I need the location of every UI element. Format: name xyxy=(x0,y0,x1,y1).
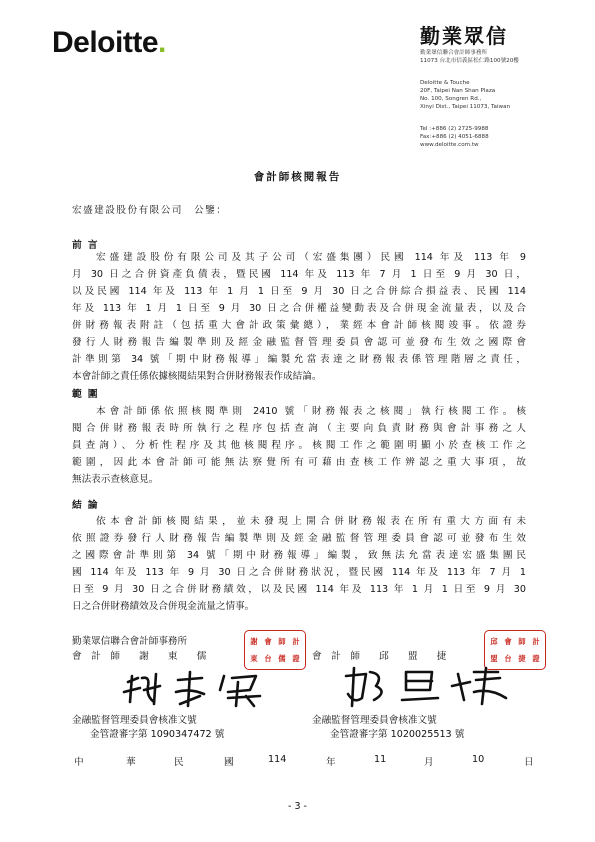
date-char: 年 xyxy=(326,757,336,768)
cpa1-label: 會 計 師 謝 東 儒 xyxy=(72,651,207,662)
foreword-line: 宏盛建設股份有限公司及其子公司（宏盛集團）民國 114 年及 113 年 9 xyxy=(96,252,526,263)
approval-number-1: 金管證審字第 1090347472 號 xyxy=(90,729,225,740)
scope-line: 本會計師係依照核閱準則 2410 號「財務報表之核閱」執行核閱工作。核 xyxy=(96,406,526,417)
date-char: 114 xyxy=(268,754,287,765)
date-char: 11 xyxy=(374,754,387,765)
foreword-line: 計準則第 34 號「期中財務報導」編製允當表達之財務報表係管理階層之責任， xyxy=(72,354,526,365)
foreword-line: 以及民國 114 年及 113 年 1 月 1 日至 9 月 30 日之合併綜合損益表、民國 114 xyxy=(72,286,526,297)
conclusion-line: 依本會計師核閱結果，並未發現上開合併財務報表在所有重大方面有未 xyxy=(96,516,526,527)
foreword-line: 本會計師之責任係依據核閱結果對合併財務報表作成結論。 xyxy=(72,371,322,382)
foreword-line: 月 30 日之合併資產負債表，暨民國 114 年及 113 年 7 月 1 日至 9 月 30 日， xyxy=(72,269,526,280)
approval-label-1: 金融監督管理委員會核准文號 xyxy=(72,715,197,726)
cpa2-signature xyxy=(340,664,520,710)
cpa1-signature xyxy=(120,668,280,710)
cpa2-label: 會 計 師 邱 盟 捷 xyxy=(312,651,447,662)
logo-dot: . xyxy=(158,26,166,59)
page-number: - 3 - xyxy=(288,801,307,812)
scope-line: 範圍，因此本會計師可能無法察覺所有可藉由查核工作辨認之重大事項，故 xyxy=(72,457,526,468)
conclusion-line: 日之合併財務績效及合併現金流量之情事。 xyxy=(72,601,255,612)
foreword-line: 併財務報表附註（包括重大會計政策彙總），業經本會計師核閱竣事。依證券 xyxy=(72,320,526,331)
cpa1-seal: 謝 會 師 計 東 台 儒 證 xyxy=(244,630,306,670)
foreword-heading: 前言 xyxy=(72,240,104,251)
foreword-line: 年及 113 年 1 月 1 日至 9 月 30 日之合併權益變動表及合併現金流量表，以及合 xyxy=(72,303,526,314)
address-line: 11073 台北市信義區松仁路100號20樓 xyxy=(420,58,519,64)
date-char: 中 xyxy=(74,757,84,768)
foreword-line: 發行人財務報告編製準則及經金融監督管理委員會認可並發布生效之國際會 xyxy=(72,337,526,348)
address-line: Deloitte & Touche xyxy=(420,80,470,86)
address-line: No. 100, Songren Rd., xyxy=(420,96,482,102)
address-line: Tel :+886 (2) 2725-9988 xyxy=(420,126,489,132)
addressee: 宏盛建設股份有限公司 公鑒： xyxy=(72,205,228,216)
date-char: 月 xyxy=(424,757,434,768)
conclusion-line: 之國際會計準則第 34 號「期中財務報導」編製，致無法允當表達宏盛集團民 xyxy=(72,550,526,561)
firm-name-zh: 勤業眾信 xyxy=(420,24,508,48)
date-char: 華 xyxy=(126,757,136,768)
conclusion-line: 依照證券發行人財務報告編製準則及經金融監督管理委員會認可並發布生效 xyxy=(72,533,526,544)
conclusion-heading: 結論 xyxy=(72,500,104,511)
cpa2-seal: 邱 會 師 計 盟 台 捷 證 xyxy=(484,630,546,670)
conclusion-line: 日至 9 月 30 日之合併財務績效，以及民國 114 年及 113 年 1 月 1 日至 9 月 30 xyxy=(72,584,526,595)
report-title: 會計師核閱報告 xyxy=(253,171,342,183)
address-line: 20F, Taipei Nan Shan Plaza xyxy=(420,88,496,94)
date-char: 10 xyxy=(472,754,485,765)
date-char: 國 xyxy=(224,757,234,768)
firm-label: 勤業眾信聯合會計師事務所 xyxy=(72,636,188,647)
deloitte-logo: Deloitte. xyxy=(52,26,166,59)
scope-heading: 範圍 xyxy=(72,389,104,400)
address-line: www.deloitte.com.tw xyxy=(420,142,479,148)
approval-label-2: 金融監督管理委員會核准文號 xyxy=(312,715,437,726)
scope-line: 閱合併財務報表時所執行之程序包括查詢（主要向負責財務與會計事務之人 xyxy=(72,423,526,434)
date-char: 民 xyxy=(174,757,184,768)
address-line: Xinyi Dist., Taipei 11073, Taiwan xyxy=(420,104,511,110)
approval-number-2: 金管證審字第 1020025513 號 xyxy=(330,729,465,740)
address-line: Fax:+886 (2) 4051-6888 xyxy=(420,134,489,140)
scope-line: 無法表示查核意見。 xyxy=(72,474,159,485)
date-char: 日 xyxy=(524,757,534,768)
scope-line: 員查詢）、分析性程序及其他核閱程序。核閱工作之範圍明顯小於查核工作之 xyxy=(72,440,526,451)
conclusion-line: 國 114 年及 113 年 9 月 30 日之合併財務狀況，暨民國 114 年及 113 年 7 月 1 xyxy=(72,567,526,578)
address-line: 勤業眾信聯合會計師事務所 xyxy=(420,50,488,56)
